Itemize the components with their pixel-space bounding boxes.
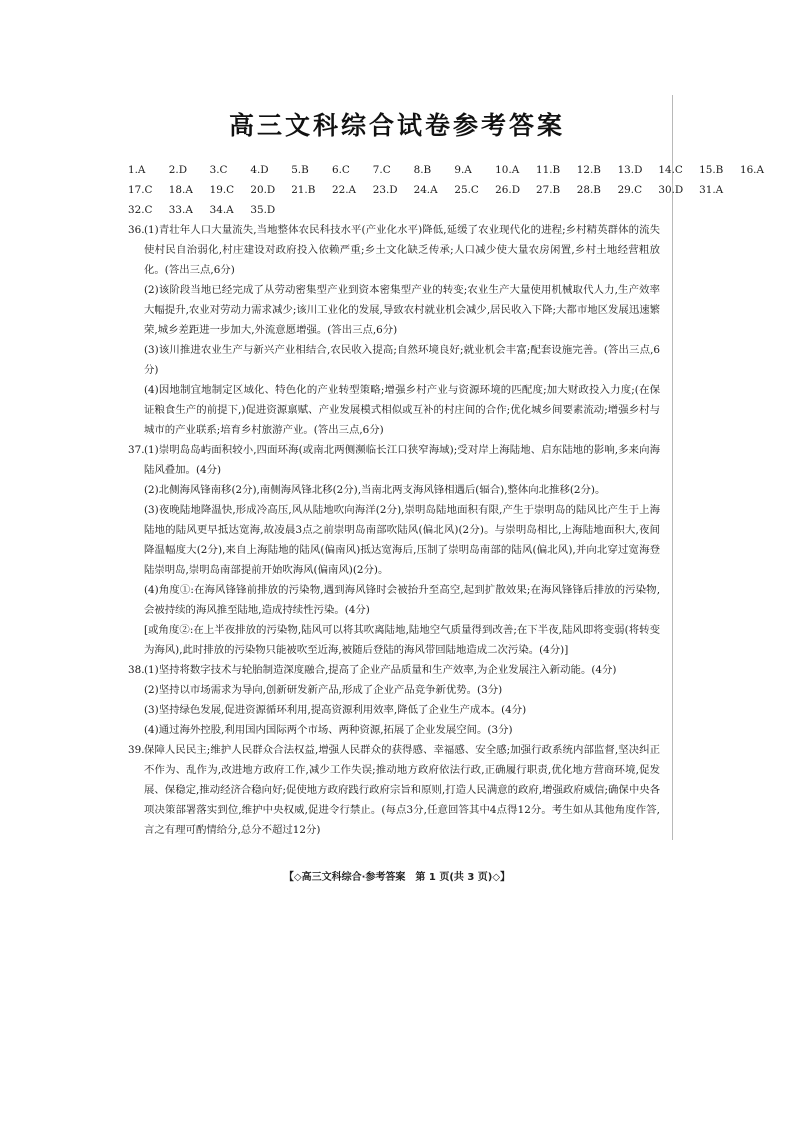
answer-part: (4)因地制宜地制定区域化、特色化的产业转型策略;增强乡村产业与资源环境的匹配度;加大财政投入力度;(在保证粮食生产的前提下,)促进资源禀赋、产业发展模式相似或互补的村庄间的合作;优化城乡间要素流动;增强乡村与城市的产业联系;培育乡村旅游产业。(答出三点,6分) xyxy=(144,384,660,436)
answer-part: (3)该川推进农业生产与新兴产业相结合,农民收入提高;自然环境良好;就业机会丰富;配套设施完善。(答出三点,6分) xyxy=(144,344,660,376)
question-38 xyxy=(128,660,660,740)
mc-row-1 xyxy=(128,160,764,180)
mc-answer: 15.B xyxy=(699,164,724,176)
question-number: 36. xyxy=(128,224,145,236)
multiple-choice-answers xyxy=(128,160,764,220)
mc-answer: 18.A xyxy=(168,184,193,196)
mc-answer: 3.C xyxy=(209,164,228,176)
answer-part: (1)崇明岛岛屿面积较小,四面环海(或南北两侧濒临长江口狭窄海域);受对岸上海陆地、启东陆地的影响,多来向海陆风叠加。(4分) xyxy=(144,444,660,476)
mc-answer: 13.D xyxy=(617,164,643,176)
mc-answer: 7.C xyxy=(372,164,391,176)
mc-answer: 25.C xyxy=(454,184,479,196)
mc-answer: 6.C xyxy=(331,164,350,176)
answer-part: (3)夜晚陆地降温快,形成冷高压,风从陆地吹向海洋(2分),崇明岛陆地面积有限,产生于崇明岛的陆风比产生于上海陆地的陆风更早抵达宽海,故凌晨3点之前崇明岛南部吹陆风(偏北风)(2分)。与崇明岛相比,上海陆地面积大,夜间降温幅度大(2分),来自上海陆地的陆风(偏南风)抵达宽海后,压制了崇明岛南部的陆风(偏北风),并向北穿过宽海登陆崇明岛,崇明岛南部提前开始吹海风(偏南风)(2分)。 xyxy=(144,504,660,576)
mc-row-2 xyxy=(128,180,724,200)
mc-row-3 xyxy=(128,200,660,220)
answer-part: (2)该阶段当地已经完成了从劳动密集型产业到资本密集型产业的转变;农业生产大量使用机械取代人力,生产效率大幅提升,农业对劳动力需求减少;该川工业化的发展,导致农村就业机会减少,居民收入下降;大都市地区发展迅速繁荣,城乡差距进一步加大,外流意愿增强。(答出三点,6分) xyxy=(144,284,660,336)
mc-answer: 32.C xyxy=(128,204,153,216)
question-number: 38. xyxy=(128,664,145,676)
mc-answer: 5.B xyxy=(291,164,309,176)
mc-answer: 20.D xyxy=(250,184,276,196)
mc-answer: 1.A xyxy=(128,164,146,176)
mc-answer: 10.A xyxy=(495,164,520,176)
page-margin-line xyxy=(672,95,673,840)
answer-part: (2)北侧海风锋南移(2分),南侧海风锋北移(2分),当南北两支海风锋相遇后(辐合),整体向北推移(2分)。 xyxy=(144,484,606,496)
answer-part: [或角度②:在上半夜排放的污染物,陆风可以将其吹离陆地,陆地空气质量得到改善;在下半夜,陆风即将变弱(将转变为海风),此时排放的污染物只能被吹至近海,被随后登陆的海风带回陆地造成二次污染。(4分)] xyxy=(144,624,660,656)
mc-answer: 9.A xyxy=(454,164,472,176)
page-footer: 【◇高三文科综合·参考答案 第 1 页(共 3 页)◇】 xyxy=(283,872,511,883)
mc-answer: 33.A xyxy=(168,204,193,216)
mc-answer: 12.B xyxy=(576,164,601,176)
question-number: 39. xyxy=(128,744,145,756)
answer-part: 保障人民民主;维护人民群众合法权益,增强人民群众的获得感、幸福感、安全感;加强行政系统内部监督,坚决纠正不作为、乱作为,改进地方政府工作,减少工作失误;推动地方政府依法行政,正确履行职责,优化地方营商环境,促发展、保稳定,推动经济合稳向好;促使地方政府践行政府宗旨和原则,打造人民满意的政府,增强政府威信;确保中央各项决策部署落实到位,维护中央权威,促进令行禁止。(每点3分,任意回答其中4点得12分。考生如从其他角度作答,言之有理可酌情给分,总分不超过12分) xyxy=(144,744,660,836)
mc-answer: 11.B xyxy=(535,164,561,176)
mc-answer: 26.D xyxy=(495,184,521,196)
mc-answer: 31.A xyxy=(699,184,724,196)
mc-answer: 8.B xyxy=(413,164,432,176)
mc-answer: 29.C xyxy=(617,184,643,196)
question-37 xyxy=(128,440,660,660)
mc-answer: 30.D xyxy=(658,184,684,196)
mc-answer: 34.A xyxy=(209,204,234,216)
question-36 xyxy=(128,220,660,440)
answer-part: (2)坚持以市场需求为导向,创新研发新产品,形成了企业产品竞争新优势。(3分) xyxy=(144,684,503,696)
mc-answer: 16.A xyxy=(739,164,764,176)
mc-answer: 27.B xyxy=(535,184,561,196)
answer-content xyxy=(128,160,764,840)
answer-part: (1)青壮年人口大量流失,当地整体农民科技水平(产业化水平)降低,延缓了农业现代化的进程;乡村精英群体的流失使村民自治弱化,村庄建设对政府投入依赖严重;乡土文化缺乏传承;人口减少使大量农房闲置,乡村土地经营粗放化。(答出三点,6分) xyxy=(144,224,660,276)
mc-answer: 21.B xyxy=(291,184,316,196)
answer-part: (1)坚持将数字技术与轮胎制造深度融合,提高了企业产品质量和生产效率,为企业发展注入新动能。(4分) xyxy=(144,664,617,676)
mc-answer: 23.D xyxy=(372,184,398,196)
mc-answer: 24.A xyxy=(413,184,438,196)
question-number: 37. xyxy=(128,444,145,456)
answer-part: (4)通过海外控股,利用国内国际两个市场、两种资源,拓展了企业发展空间。(3分) xyxy=(144,724,513,736)
mc-answer: 4.D xyxy=(250,164,269,176)
mc-answer: 35.D xyxy=(250,204,276,216)
mc-answer: 28.B xyxy=(576,184,601,196)
answer-part: (4)角度①:在海风锋锋前排放的污染物,遇到海风锋时会被抬升至高空,起到扩散效果;在海风锋锋后排放的污染物,会被持续的海风推至陆地,造成持续性污染。(4分) xyxy=(144,584,660,616)
mc-answer: 2.D xyxy=(168,164,188,176)
mc-answer: 14.C xyxy=(658,164,683,176)
mc-answer: 22.A xyxy=(331,184,357,196)
page-title: 高三文科综合试卷参考答案 xyxy=(228,111,565,140)
mc-answer: 17.C xyxy=(128,184,153,196)
question-39 xyxy=(128,740,660,840)
answer-part: (3)坚持绿色发展,促进资源循环利用,提高资源利用效率,降低了企业生产成本。(4分) xyxy=(144,704,527,716)
mc-answer: 19.C xyxy=(209,184,235,196)
